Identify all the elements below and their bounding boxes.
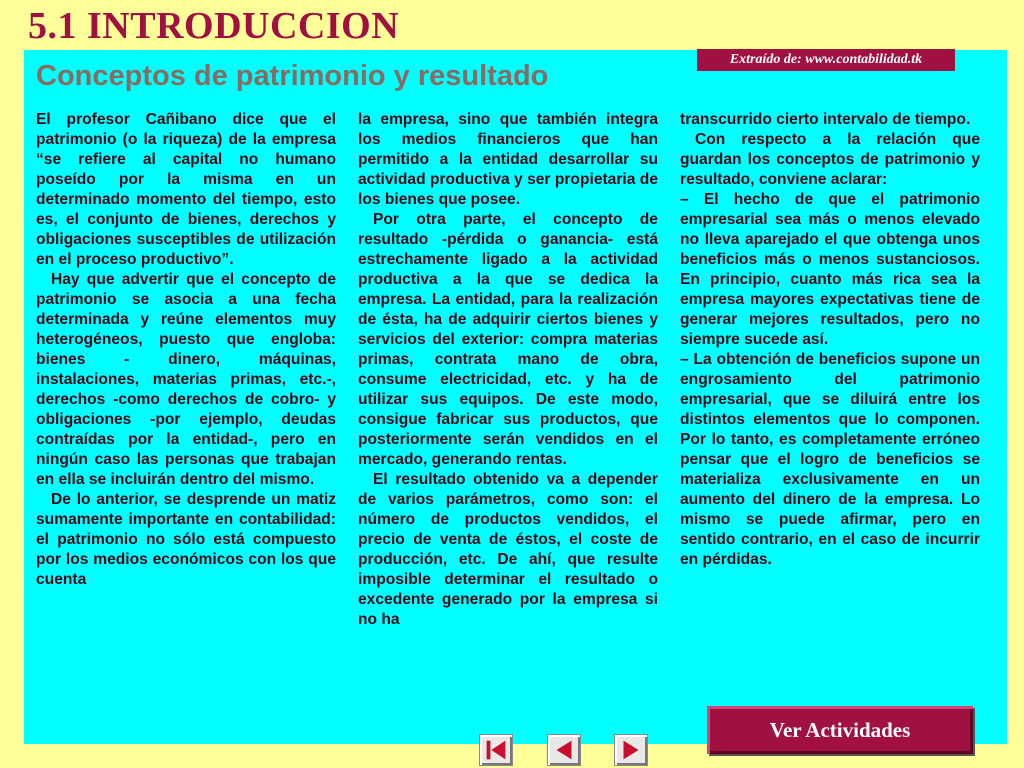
paragraph: transcurrido cierto intervalo de tiempo. bbox=[680, 111, 971, 128]
text-column-2 bbox=[358, 110, 658, 630]
text-column-1 bbox=[36, 110, 336, 590]
paragraph: – El hecho de que el patrimonio empresarial sea más o menos elevado no lleva aparejado el que obtenga unos beneficios más o menos sustanciosos. En principio, cuanto más rica sea la empresa mayores expectativas tiene de generar mejores resultados, pero no siempre sucede así. bbox=[680, 191, 980, 348]
first-page-icon bbox=[480, 735, 512, 765]
paragraph: Hay que advertir que el concepto de patrimonio se asocia a una fecha determinada y reúne elementos muy heterogéneos, puesto que engloba: bienes - dinero, máquinas, instalaciones, materias primas, etc.-, derechos -como derechos de cobro- y obligaciones -por ejemplo, deudas contraídas por la entidad-, pero en ningún caso las personas que trabajan en ella se incluirán dentro del mismo. bbox=[36, 271, 336, 488]
source-badge: Extraído de: www.contabilidad.tk bbox=[697, 49, 955, 71]
paragraph: la empresa, sino que también integra los medios financieros que han permitido a la entidad desarrollar su actividad productiva y ser propietaria de los bienes que posee. bbox=[358, 111, 658, 208]
paragraph: Con respecto a la relación que guardan los conceptos de patrimonio y resultado, conviene aclarar: bbox=[680, 131, 980, 188]
previous-page-button[interactable] bbox=[547, 734, 581, 766]
first-page-button[interactable] bbox=[479, 734, 513, 766]
paragraph: De lo anterior, se desprende un matiz sumamente importante en contabilidad: el patrimonio no sólo está compuesto por los medios económicos con los que cuenta bbox=[36, 491, 336, 588]
main-title: 5.1 INTRODUCCION bbox=[28, 5, 400, 47]
previous-page-icon bbox=[548, 735, 580, 765]
next-page-button[interactable] bbox=[614, 734, 648, 766]
paragraph: El profesor Cañibano dice que el patrimonio (o la riqueza) de la empresa “se refiere al capital no humano poseído por la misma en un determinado momento del tiempo, esto es, el conjunto de bienes, derechos y obligaciones susceptibles de utilización en el proceso productivo”. bbox=[36, 111, 336, 268]
paragraph: – La obtención de beneficios supone un engrosamiento del patrimonio empresarial, que se diluirá entre los distintos elementos que lo componen. Por lo tanto, es completamente erróneo pensar que el logro de beneficios se materializa exclusivamente en un aumento del dinero de la empresa. Lo mismo se puede afirmar, pero en sentido contrario, en el caso de incurrir en pérdidas. bbox=[680, 351, 980, 568]
next-page-icon bbox=[615, 735, 647, 765]
ver-actividades-button[interactable]: Ver Actividades bbox=[707, 706, 973, 754]
paragraph: El resultado obtenido va a depender de varios parámetros, como son: el número de productos vendidos, el precio de venta de éstos, el coste de producción, etc. De ahí, que resulte imposible determinar el resultado o excedente generado por la empresa si no ha bbox=[358, 471, 658, 628]
paragraph: Por otra parte, el concepto de resultado -pérdida o ganancia- está estrechamente ligado a la actividad productiva a la que se dedica la empresa. La entidad, para la realización de ésta, ha de adquirir ciertos bienes y servicios del exterior: compra materias primas, contrata mano de obra, consume electricidad, etc. y ha de utilizar sus equipos. De este modo, consigue fabricar sus productos, que posteriormente serán vendidos en el mercado, generando rentas. bbox=[358, 211, 658, 468]
text-column-3 bbox=[680, 110, 980, 570]
page-subtitle: Conceptos de patrimonio y resultado bbox=[36, 60, 549, 92]
